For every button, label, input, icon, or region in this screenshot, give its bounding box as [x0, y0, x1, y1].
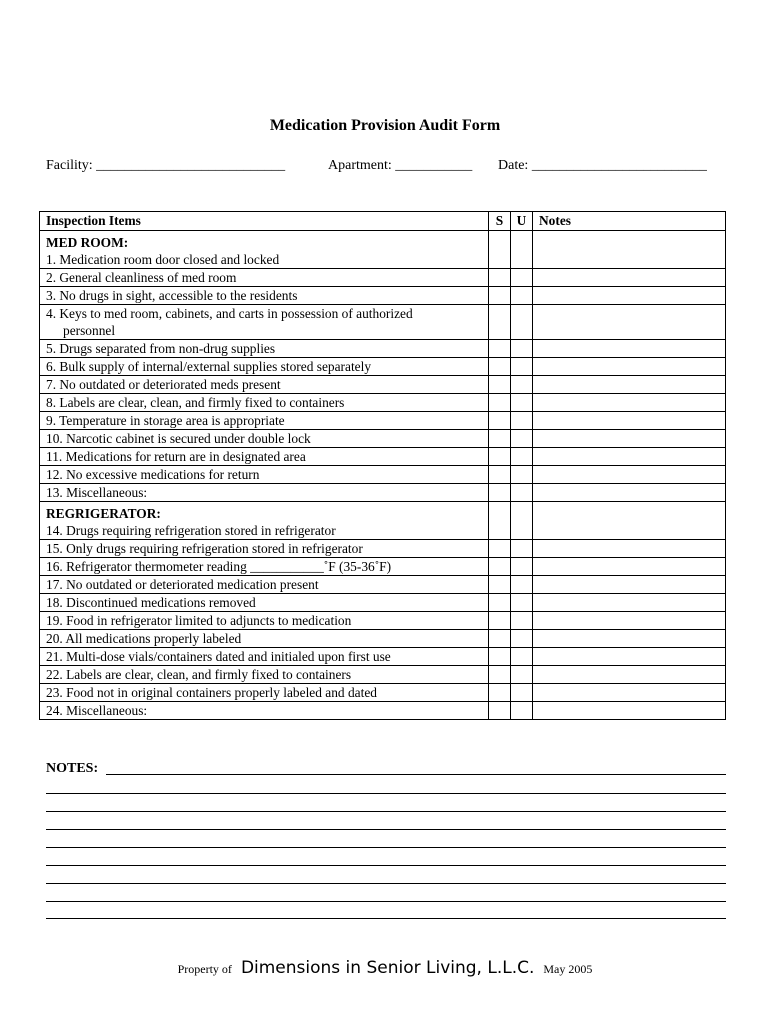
table-row	[40, 305, 726, 340]
u-checkbox-cell[interactable]	[511, 684, 533, 702]
s-checkbox-cell[interactable]	[489, 466, 511, 484]
inspection-item-cell	[40, 430, 489, 448]
notes-cell[interactable]	[533, 558, 726, 576]
inspection-item-cell	[40, 612, 489, 630]
notes-cell[interactable]	[533, 376, 726, 394]
s-checkbox-cell[interactable]	[489, 612, 511, 630]
u-checkbox-cell[interactable]	[511, 466, 533, 484]
footer-company: Dimensions in Senior Living, L.L.C.	[240, 958, 535, 978]
inspection-item-text: 10. Narcotic cabinet is secured under double lock	[46, 431, 311, 446]
inspection-item-cell	[40, 287, 489, 305]
form-title: Medication Provision Audit Form	[269, 117, 501, 134]
notes-cell[interactable]	[533, 576, 726, 594]
facility-field[interactable]: Facility: ___________________________	[46, 158, 286, 173]
s-checkbox-cell[interactable]	[489, 231, 511, 269]
inspection-item-cell	[40, 666, 489, 684]
u-checkbox-cell[interactable]	[511, 630, 533, 648]
inspection-item-cell	[40, 269, 489, 287]
notes-line[interactable]	[46, 793, 726, 794]
inspection-item-cell	[40, 648, 489, 666]
inspection-item-cell	[40, 630, 489, 648]
notes-cell[interactable]	[533, 666, 726, 684]
notes-cell[interactable]	[533, 287, 726, 305]
table-row	[40, 594, 726, 612]
notes-cell[interactable]	[533, 684, 726, 702]
inspection-item-text: 6. Bulk supply of internal/external supplies stored separately	[46, 359, 372, 374]
inspection-table	[39, 211, 726, 720]
inspection-item-cell	[40, 540, 489, 558]
inspection-item-cell	[40, 484, 489, 502]
notes-line[interactable]	[46, 918, 726, 919]
table-row	[40, 502, 726, 540]
notes-cell[interactable]	[533, 430, 726, 448]
inspection-item-cell	[40, 376, 489, 394]
table-row	[40, 576, 726, 594]
table-row	[40, 702, 726, 720]
u-checkbox-cell[interactable]	[511, 648, 533, 666]
inspection-item-cell	[40, 576, 489, 594]
inspection-item-cell	[40, 684, 489, 702]
notes-cell[interactable]	[533, 305, 726, 340]
inspection-item-text: 24. Miscellaneous:	[46, 703, 148, 718]
s-checkbox-cell[interactable]	[489, 430, 511, 448]
u-checkbox-cell[interactable]	[511, 666, 533, 684]
notes-line[interactable]	[46, 883, 726, 884]
inspection-item-text: 17. No outdated or deteriorated medication present	[46, 577, 319, 592]
u-checkbox-cell[interactable]	[511, 540, 533, 558]
u-checkbox-cell[interactable]	[511, 305, 533, 340]
s-checkbox-cell[interactable]	[489, 484, 511, 502]
notes-cell[interactable]	[533, 630, 726, 648]
inspection-item-text: 8. Labels are clear, clean, and firmly fixed to containers	[46, 395, 345, 410]
u-checkbox-cell[interactable]	[511, 430, 533, 448]
apartment-field[interactable]: Apartment: ___________	[328, 158, 473, 173]
u-checkbox-cell[interactable]	[511, 412, 533, 430]
header-notes: Notes	[533, 212, 726, 231]
inspection-item-text: 19. Food in refrigerator limited to adjuncts to medication	[46, 613, 352, 628]
s-checkbox-cell[interactable]	[489, 305, 511, 340]
notes-cell[interactable]	[533, 269, 726, 287]
inspection-item-cell	[40, 340, 489, 358]
u-checkbox-cell[interactable]	[511, 269, 533, 287]
s-checkbox-cell[interactable]	[489, 630, 511, 648]
u-checkbox-cell[interactable]	[511, 502, 533, 540]
inspection-item-cell	[40, 448, 489, 466]
u-checkbox-cell[interactable]	[511, 358, 533, 376]
table-row	[40, 448, 726, 466]
inspection-item-text: 9. Temperature in storage area is appropriate	[46, 413, 285, 428]
table-row	[40, 231, 726, 269]
u-checkbox-cell[interactable]	[511, 376, 533, 394]
table-row	[40, 412, 726, 430]
inspection-item-text: 3. No drugs in sight, accessible to the residents	[46, 288, 298, 303]
inspection-item-cell	[40, 702, 489, 720]
u-checkbox-cell[interactable]	[511, 340, 533, 358]
table-row	[40, 630, 726, 648]
table-row	[40, 430, 726, 448]
notes-line[interactable]	[106, 774, 726, 775]
s-checkbox-cell[interactable]	[489, 558, 511, 576]
inspection-item-text: 14. Drugs requiring refrigeration stored in refrigerator	[46, 523, 336, 538]
s-checkbox-cell[interactable]	[489, 666, 511, 684]
s-checkbox-cell[interactable]	[489, 287, 511, 305]
header-satisfactory: S	[489, 212, 511, 231]
notes-cell[interactable]	[533, 594, 726, 612]
table-row	[40, 376, 726, 394]
inspection-item-cell	[40, 558, 489, 576]
inspection-item-text: 23. Food not in original containers properly labeled and dated	[46, 685, 377, 700]
inspection-item-text: 20. All medications properly labeled	[46, 631, 242, 646]
footer-prefix: Property of	[177, 962, 232, 976]
header-unsatisfactory: U	[511, 212, 533, 231]
inspection-item-continuation: personnel	[63, 323, 116, 338]
u-checkbox-cell[interactable]	[511, 394, 533, 412]
table-row	[40, 466, 726, 484]
s-checkbox-cell[interactable]	[489, 394, 511, 412]
notes-cell[interactable]	[533, 466, 726, 484]
inspection-item-text: 5. Drugs separated from non-drug supplies	[46, 341, 276, 356]
table-row	[40, 684, 726, 702]
table-row	[40, 358, 726, 376]
notes-line[interactable]	[46, 829, 726, 830]
u-checkbox-cell[interactable]	[511, 287, 533, 305]
s-checkbox-cell[interactable]	[489, 340, 511, 358]
inspection-item-cell	[40, 394, 489, 412]
header-inspection-items: Inspection Items	[40, 212, 489, 231]
notes-cell[interactable]	[533, 540, 726, 558]
s-checkbox-cell[interactable]	[489, 540, 511, 558]
footer	[0, 958, 770, 978]
u-checkbox-cell[interactable]	[511, 231, 533, 269]
notes-cell[interactable]	[533, 412, 726, 430]
s-checkbox-cell[interactable]	[489, 702, 511, 720]
s-checkbox-cell[interactable]	[489, 684, 511, 702]
u-checkbox-cell[interactable]	[511, 484, 533, 502]
inspection-item-cell	[40, 594, 489, 612]
table-row	[40, 287, 726, 305]
notes-cell[interactable]	[533, 340, 726, 358]
u-checkbox-cell[interactable]	[511, 576, 533, 594]
inspection-item-cell	[40, 502, 489, 540]
u-checkbox-cell[interactable]	[511, 594, 533, 612]
s-checkbox-cell[interactable]	[489, 502, 511, 540]
table-row	[40, 666, 726, 684]
notes-cell[interactable]	[533, 358, 726, 376]
s-checkbox-cell[interactable]	[489, 448, 511, 466]
inspection-item-cell	[40, 231, 489, 269]
inspection-item-text: 11. Medications for return are in designated area	[46, 449, 306, 464]
s-checkbox-cell[interactable]	[489, 376, 511, 394]
inspection-item-text: 18. Discontinued medications removed	[46, 595, 256, 610]
notes-line[interactable]	[46, 847, 726, 848]
notes-cell[interactable]	[533, 231, 726, 269]
notes-cell[interactable]	[533, 612, 726, 630]
date-field[interactable]: Date: _________________________	[498, 158, 707, 173]
notes-label: NOTES:	[46, 761, 99, 776]
inspection-item-text: 7. No outdated or deteriorated meds present	[46, 377, 281, 392]
inspection-item-text: 2. General cleanliness of med room	[46, 270, 237, 285]
s-checkbox-cell[interactable]	[489, 648, 511, 666]
table-row	[40, 340, 726, 358]
inspection-item-text: 16. Refrigerator thermometer reading ___________˚F (35-36˚F)	[46, 559, 392, 574]
inspection-item-text: 4. Keys to med room, cabinets, and carts in possession of authorized	[46, 306, 413, 321]
table-row	[40, 558, 726, 576]
inspection-item-text: 1. Medication room door closed and locked	[46, 252, 280, 267]
s-checkbox-cell[interactable]	[489, 594, 511, 612]
notes-cell[interactable]	[533, 502, 726, 540]
inspection-item-text: 12. No excessive medications for return	[46, 467, 260, 482]
notes-line[interactable]	[46, 901, 726, 902]
notes-cell[interactable]	[533, 702, 726, 720]
section-heading: REGRIGERATOR:	[46, 506, 161, 521]
inspection-item-text: 22. Labels are clear, clean, and firmly fixed to containers	[46, 667, 352, 682]
u-checkbox-cell[interactable]	[511, 558, 533, 576]
table-row	[40, 269, 726, 287]
footer-date: May 2005	[543, 962, 593, 976]
table-row	[40, 484, 726, 502]
table-row	[40, 648, 726, 666]
u-checkbox-cell[interactable]	[511, 702, 533, 720]
s-checkbox-cell[interactable]	[489, 576, 511, 594]
notes-cell[interactable]	[533, 648, 726, 666]
table-header-row	[40, 212, 726, 231]
inspection-item-cell	[40, 412, 489, 430]
s-checkbox-cell[interactable]	[489, 358, 511, 376]
table-row	[40, 394, 726, 412]
inspection-item-cell	[40, 466, 489, 484]
table-row	[40, 540, 726, 558]
notes-cell[interactable]	[533, 484, 726, 502]
u-checkbox-cell[interactable]	[511, 448, 533, 466]
notes-cell[interactable]	[533, 394, 726, 412]
inspection-item-text: 13. Miscellaneous:	[46, 485, 148, 500]
inspection-item-text: 15. Only drugs requiring refrigeration stored in refrigerator	[46, 541, 363, 556]
notes-line[interactable]	[46, 865, 726, 866]
s-checkbox-cell[interactable]	[489, 412, 511, 430]
inspection-item-cell	[40, 305, 489, 340]
section-heading: MED ROOM:	[46, 235, 129, 250]
table-row	[40, 612, 726, 630]
notes-line[interactable]	[46, 811, 726, 812]
notes-cell[interactable]	[533, 448, 726, 466]
inspection-item-cell	[40, 358, 489, 376]
u-checkbox-cell[interactable]	[511, 612, 533, 630]
inspection-item-text: 21. Multi-dose vials/containers dated and initialed upon first use	[46, 649, 391, 664]
s-checkbox-cell[interactable]	[489, 269, 511, 287]
